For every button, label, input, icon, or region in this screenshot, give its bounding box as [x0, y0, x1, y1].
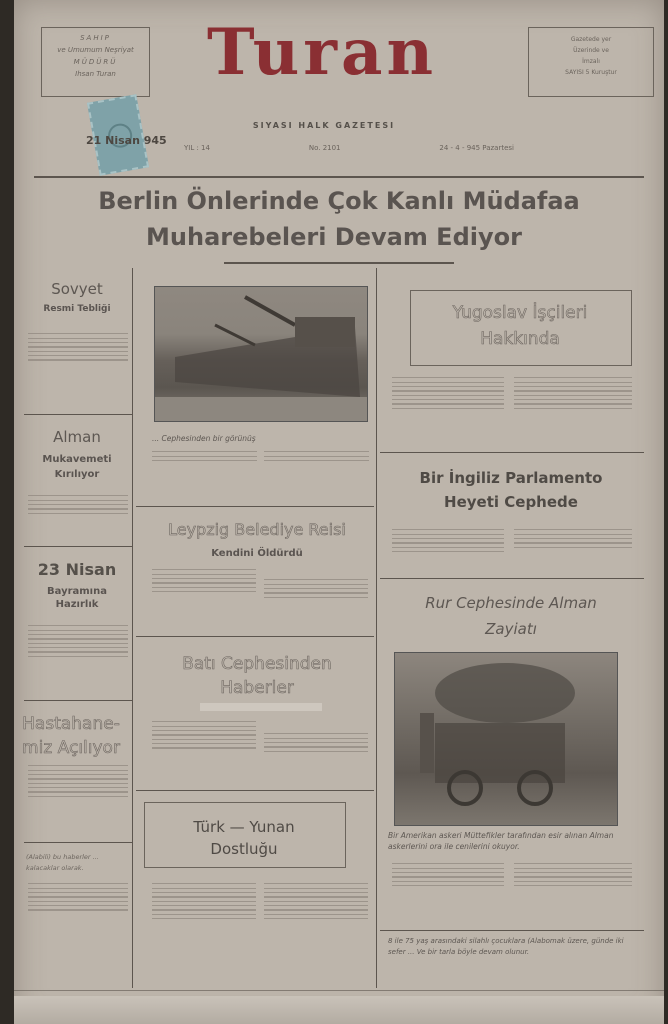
- article-body-lines: [28, 492, 128, 517]
- publisher-line: MÜDÜRÜ: [73, 58, 118, 66]
- section-rule: [24, 414, 132, 415]
- column-rule: [376, 268, 377, 988]
- left-article-title: Alman: [53, 428, 101, 446]
- photo-caption: ... Cephesinden bir görünüş: [152, 434, 256, 443]
- article-body-lines: [264, 448, 369, 464]
- headline-rule: [224, 262, 454, 264]
- main-headline-line1: Berlin Önlerinde Çok Kanlı Müdafaa: [98, 187, 580, 215]
- section-rule: [380, 452, 644, 453]
- publisher-line: Ihsan Turan: [75, 70, 116, 78]
- section-rule: [380, 930, 644, 931]
- article-body-lines: [514, 860, 632, 889]
- article-body-lines: [152, 718, 256, 752]
- article-body-lines: [392, 374, 504, 412]
- rur-title: Rur Cephesinde Alman Zayiatı: [425, 594, 597, 638]
- article-body-lines: [264, 576, 368, 601]
- stamp-date: 21 Nisan 945: [86, 134, 167, 147]
- yugoslav-title: Yugoslav İşçileri Hakkında: [452, 303, 588, 349]
- article-body-lines: [392, 526, 504, 555]
- left-article-subtitle: Mukavemeti Kırılıyor: [42, 454, 112, 480]
- section-rule: [380, 578, 644, 579]
- price-line: SAYISI 5 Kuruştur: [565, 69, 617, 76]
- article-body-lines: [152, 448, 257, 464]
- leipzig-title: Leypzig Belediye Reisi: [168, 520, 346, 539]
- issue-number: No. 2101: [308, 144, 341, 152]
- tank-illustration: [155, 287, 367, 421]
- bottom-italic: 8 ile 75 yaş arasındaki silahlı çocuklara (Alabomak üzere, günde iki sefer ... Ve bir tarla böyle devam olunur.: [388, 937, 624, 956]
- issue-line: [184, 144, 514, 152]
- issue-year: YIL : 14: [184, 144, 210, 152]
- main-headline-line2: Muharebeleri Devam Ediyor: [146, 223, 522, 251]
- section-rule: [24, 700, 132, 701]
- prisoners-photo: [394, 652, 618, 826]
- photo-caption: Bir Amerikan askeri Müttefikler tarafından esir alınan Alman askerlerini ora ile cenilerini okuyor.: [388, 831, 614, 851]
- section-rule: [136, 636, 374, 637]
- masthead-rule: [34, 176, 644, 178]
- soldiers-illustration: [395, 653, 617, 825]
- section-rule: [136, 790, 374, 791]
- article-body-lines: [264, 730, 368, 755]
- article-body-lines: [152, 566, 256, 595]
- masthead-subtitle: SIYASI HALK GAZETESI: [252, 121, 396, 130]
- column-rule: [132, 268, 133, 988]
- section-rule: [24, 546, 132, 547]
- section-rule: [24, 842, 132, 843]
- front-line-photo: [154, 286, 368, 422]
- ingiliz-title: Bir İngiliz Parlamento Heyeti Cephede: [419, 469, 603, 511]
- price-line: Gazetede yer: [570, 36, 612, 43]
- article-body-lines: [28, 622, 128, 660]
- left-article-subtitle: Bayramına Hazırlık: [47, 586, 107, 610]
- left-article-title: 23 Nisan: [37, 560, 117, 579]
- article-body-lines: [152, 880, 256, 923]
- publisher-line: ve Umumum Neşriyat: [57, 46, 134, 54]
- article-body-lines: [514, 526, 632, 551]
- section-rule: [136, 506, 374, 507]
- left-article-title: Sovyet: [51, 280, 103, 298]
- article-body-lines: [28, 330, 128, 364]
- leipzig-subtitle: Kendini Öldürdü: [211, 548, 303, 559]
- article-body-lines: [264, 880, 368, 923]
- price-box: [528, 27, 654, 97]
- issue-date: 24 - 4 - 945 Pazartesi: [439, 144, 514, 152]
- price-line: İmzalı: [582, 58, 600, 65]
- article-body-lines: [28, 762, 128, 800]
- bati-title: Batı Cephesinden Haberler: [182, 654, 332, 698]
- newspaper-page: [14, 0, 664, 1024]
- left-article-subtitle: Resmi Tebliği: [43, 304, 111, 314]
- bottom-rule: [14, 990, 664, 991]
- article-body-lines: [514, 374, 632, 412]
- masthead-title: Turan: [207, 15, 437, 90]
- bottom-strip: [14, 996, 664, 1024]
- publisher-box: [41, 27, 150, 97]
- left-article-title: Hastahane- miz Açılıyor: [22, 714, 120, 758]
- left-bottom-italic: (Alabili) bu haberler ... kalacaklar olarak.: [26, 853, 99, 872]
- bati-highlight: [200, 703, 322, 711]
- price-line: Üzerinde ve: [573, 47, 609, 54]
- publisher-line: SAHIP: [80, 34, 111, 42]
- article-body-lines: [392, 860, 504, 889]
- turk-yunan-title: Türk — Yunan Dostluğu: [193, 818, 295, 858]
- article-body-lines: [28, 880, 128, 914]
